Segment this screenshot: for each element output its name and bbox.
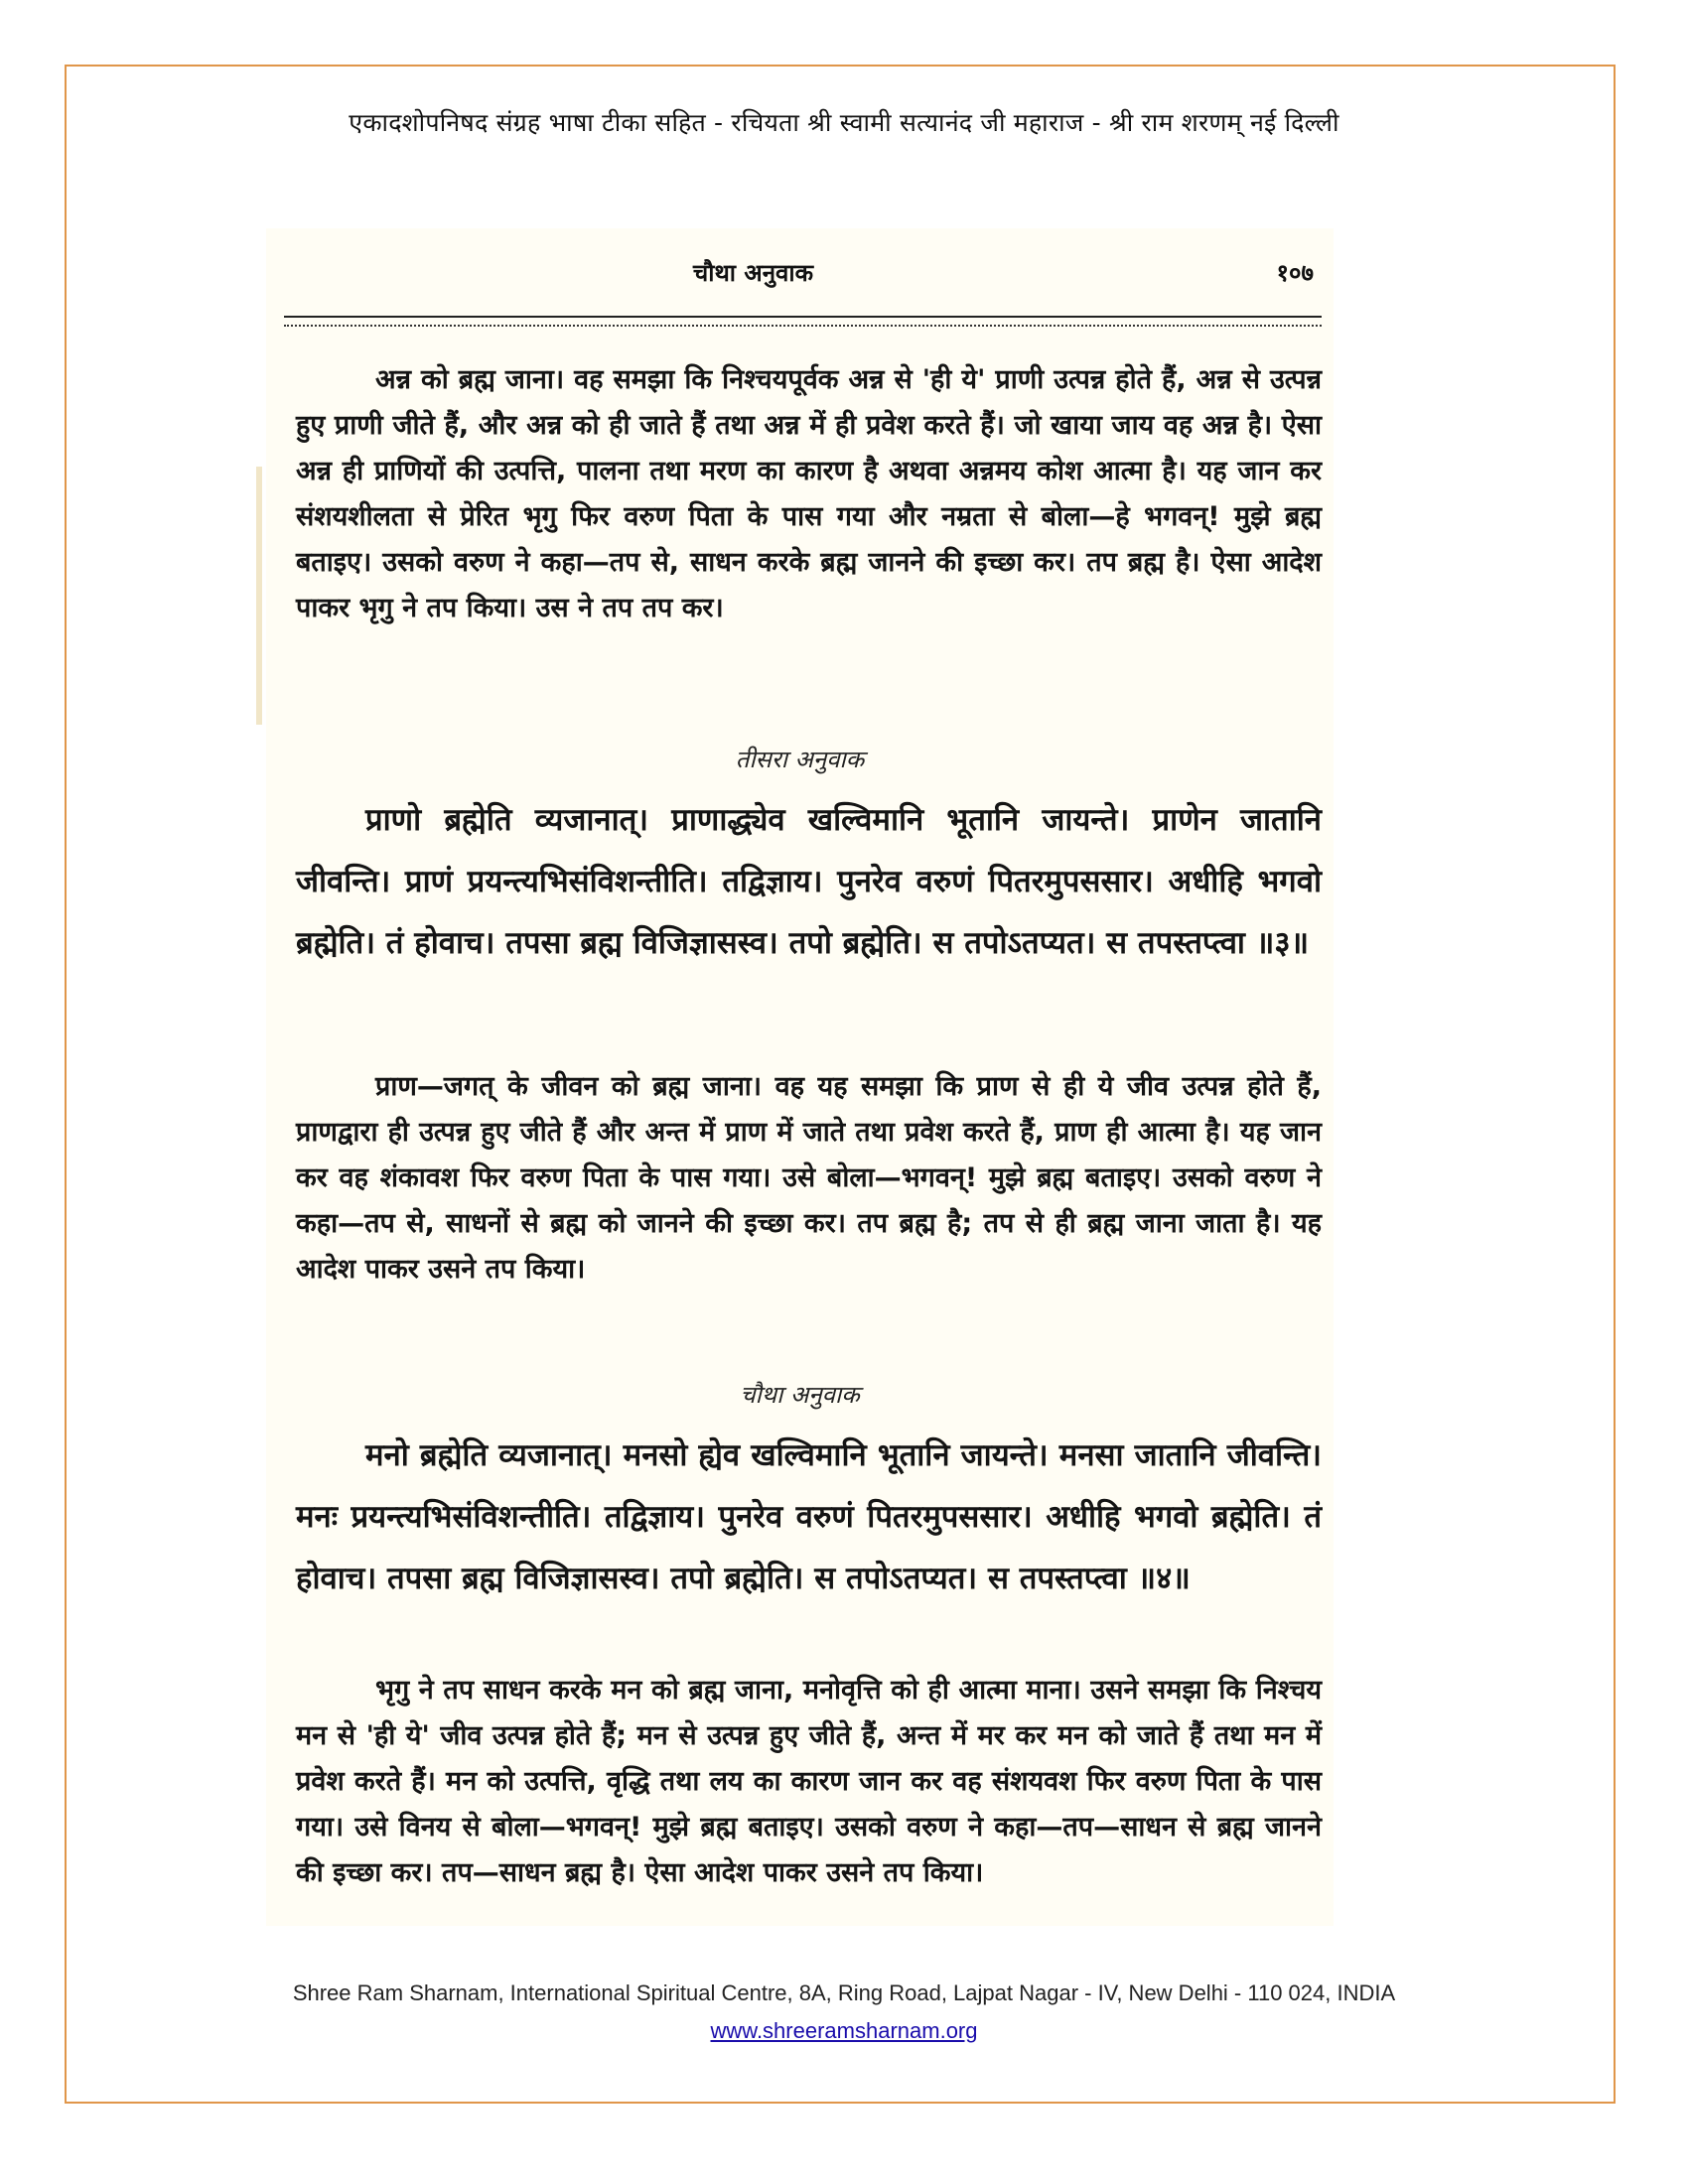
section-heading-4: चौथा अनुवाक: [740, 1381, 860, 1409]
website-link[interactable]: www.shreeramsharnam.org: [710, 2018, 978, 2043]
header-rule: [284, 316, 1322, 318]
sanskrit-verse: प्राणो ब्रह्मेति व्यजानात्। प्राणाद्ध्येव खल्विमानि भूतानि जायन्ते। प्राणेन जातानि जीवन्ति। प्राणं प्रयन्त्यभिसंविशन्तीति। तद्विज्ञाय। पुनरेव वरुणं पितरमुपससार। अधीहि भगवो ब्रह्मेति। तं होवाच। तपसा ब्रह्म विजिज्ञासस्व। तपो ब्रह्मेति। स तपोऽतप्यत। स तपस्तप्त्वा ॥३॥: [296, 802, 1322, 961]
commentary-block-2: [296, 357, 1322, 631]
commentary-paragraph: अन्न को ब्रह्म जाना। वह समझा कि निश्चयपूर्वक अन्न से 'ही ये' प्राणी उत्पन्न होते हैं, अन्न से उत्पन्न हुए प्राणी जीते हैं, और अन्न को ही जाते हैं तथा अन्न में ही प्रवेश करते हैं। जो खाया जाय वह अन्न है। ऐसा अन्न ही प्राणियों की उत्पत्ति, पालना तथा मरण का कारण है अथवा अन्नमय कोश आत्मा है। यह जान कर संशयशीलता से प्रेरित भृगु फिर वरुण पिता के पास गया और नम्रता से बोला—हे भगवन्! मुझे ब्रह्म बताइए। उसको वरुण ने कहा—तप से, साधन करके ब्रह्म जानने की इच्छा कर। तप ब्रह्म है। ऐसा आदेश पाकर भृगु ने तप किया। उस ने तप तप कर।: [296, 364, 1322, 623]
footer-website-row: [0, 2018, 1688, 2044]
commentary-block-3: [296, 1064, 1322, 1293]
scan-edge-shadow: [256, 467, 262, 725]
running-title: चौथा अनुवाक: [693, 259, 814, 287]
commentary-paragraph: भृगु ने तप साधन करके मन को ब्रह्म जाना, मनोवृत्ति को ही आत्मा माना। उसने समझा कि निश्चय मन से 'ही ये' जीव उत्पन्न होते हैं; मन से उत्पन्न हुए जीते हैं, अन्त में मर कर मन को जाते हैं तथा मन में प्रवेश करते हैं। मन को उत्पत्ति, वृद्धि तथा लय का कारण जान कर वह संशयवश फिर वरुण पिता के पास गया। उसे विनय से बोला—भगवन्! मुझे ब्रह्म बताइए। उसको वरुण ने कहा—तप—साधन से ब्रह्म जानने की इच्छा कर। तप—साधन ब्रह्म है। ऐसा आदेश पाकर उसने तप किया।: [296, 1675, 1322, 1888]
footer-address: Shree Ram Sharnam, International Spiritual Centre, 8A, Ring Road, Lajpat Nagar - IV, New Delhi - 110 024, INDIA: [292, 1980, 1396, 2005]
header-rule-dotted: [284, 325, 1322, 327]
document-header: एकादशोपनिषद संग्रह भाषा टीका सहित - रचियता श्री स्वामी सत्यानंद जी महाराज - श्री राम शरणम् नई दिल्ली: [349, 108, 1339, 137]
scanned-page-head: [266, 246, 1334, 286]
scanned-page: [266, 228, 1334, 1926]
section-heading-3: तीसरा अनुवाक: [735, 746, 865, 773]
sanskrit-verse: मनो ब्रह्मेति व्यजानात्। मनसो ह्येव खल्विमानि भूतानि जायन्ते। मनसा जातानि जीवन्ति। मनः प्रयन्त्यभिसंविशन्तीति। तद्विज्ञाय। पुनरेव वरुणं पितरमुपससार। अधीहि भगवो ब्रह्मेति। तं होवाच। तपसा ब्रह्म विजिज्ञासस्व। तपो ब्रह्मेति। स तपोऽतप्यत। स तपस्तप्त्वा ॥४॥: [296, 1437, 1322, 1596]
page-number: १०७: [1276, 259, 1314, 287]
commentary-paragraph: प्राण—जगत् के जीवन को ब्रह्म जाना। वह यह समझा कि प्राण से ही ये जीव उत्पन्न होते हैं, प्राणद्वारा ही उत्पन्न हुए जीते हैं और अन्त में प्राण में जाते तथा प्रवेश करते हैं, प्राण ही आत्मा है। यह जान कर वह शंकावश फिर वरुण पिता के पास गया। उसे बोला—भगवन्! मुझे ब्रह्म बताइए। उसको वरुण ने कहा—तप से, साधनों से ब्रह्म को जानने की इच्छा कर। तप ब्रह्म है; तप से ही ब्रह्म जाना जाता है। यह आदेश पाकर उसने तप किया।: [296, 1071, 1322, 1285]
verse-block-4: [296, 1425, 1322, 1609]
commentary-block-4: [296, 1668, 1322, 1896]
verse-block-3: [296, 789, 1322, 974]
